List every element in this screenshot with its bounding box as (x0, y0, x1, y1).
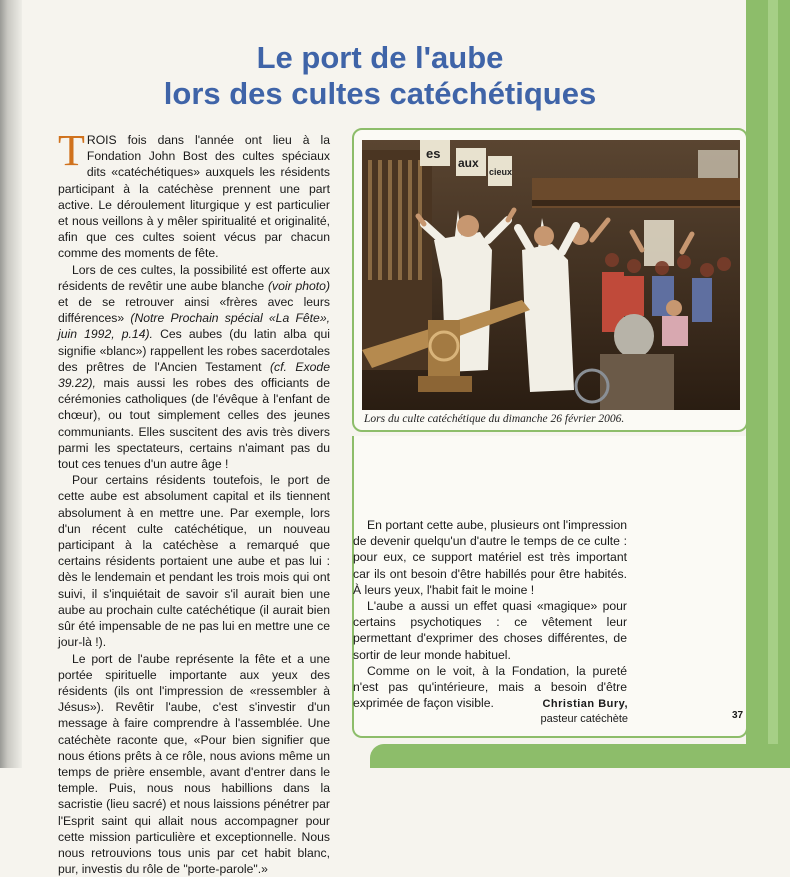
green-side-band-inner (768, 0, 778, 768)
drop-cap: T (58, 134, 85, 168)
paragraph-1: TROIS fois dans l'année ont lieu à la Fondation John Bost des cultes spéciaux dits «catéchétiques» auxquels les résidents participant à la catéchèse prennent une part active. Le déroulement liturgique y est particulier et nous veillons à y mêler spiritualité et originalité, afin que ces cultes soient vécus par chacun comme des moments de fête. (58, 132, 330, 262)
title-line-1: Le port de l'aube (257, 40, 504, 75)
banner-word-3: cieux (489, 167, 512, 177)
article-title (110, 40, 650, 112)
paragraph-5: En portant cette aube, plusieurs ont l'impression de devenir quelqu'un d'autre le temps de ce culte : pour eux, ce support matériel est très important car ils ont besoin d'être habillés pour être habités. À leurs yeux, l'habit fait le moine ! (353, 517, 627, 598)
paragraph-2: Lors de ces cultes, la possibilité est offerte aux résidents de revêtir une aube blanche (voir photo) et de se retrouver ainsi «frères avec leurs différences» (Notre Prochain spécial «La Fête», juin 1992, p.14). Ces aubes (du latin alba qui signifie «blanc») rappellent les robes sacerdotales des prêtres de l'Ancien Testament (cf. Exode 39.22), mais aussi les robes des officiants de cérémonies catholiques (de l'évêque à l'enfant de chœur), ou tout simplement celles des jeunes communiants. Elles suscitent des avis très divers parmi les spectateurs, certains n'aimant pas du tout ces tenues d'un autre âge ! (58, 262, 330, 473)
banner-word-2: aux (458, 156, 479, 170)
page-binding (0, 0, 22, 768)
author-name: Christian Bury, (542, 698, 628, 710)
paragraph-4: Le port de l'aube représente la fête et a une portée spirituelle importante aux yeux des résidents (ils ont l'impression de «ressembler à Jésus»). Revêtir l'aube, c'est s'investir d'un message à faire comprendre à l'assemblée. Une catéchète raconte que, «Pour bien signifier que nous étions prêts à ce rôle, nous avions même un temps de prière ensemble, avant d'entrer dans le temple. Puis, nous nous habillions dans la sacristie (lieu sacré) et nous laissions pénétrer par l'Esprit saint qui allait nous accompagner pour cette mission particulière et exceptionnelle. Nous nous retrouvions tous unis par cet habit blanc, pur, investis du rôle de "porte-parole".» (58, 651, 330, 877)
paragraph-6: L'aube a aussi un effet quasi «magique» pour certains psychotiques : ce vêtement leur permettant d'exprimer des choses différentes, de sortir de leur monde habituel. (353, 598, 627, 663)
page-number: 37 (732, 710, 743, 721)
paragraph-3: Pour certains résidents toutefois, le port de cette aube est absolument capital et ils tiennent absolument à en mettre une. Par exemple, lors d'un récent culte catéchétique, un nouveau participant à la catéchèse a remarqué que certains résidents portaient une aube et pas lui : dès le lendemain et pendant les trois mois qui ont suivi, il s'inquiétait de savoir s'il aurait bien une aube au prochain culte catéchétique (il aurait bien sûr été impensable de ne pas lui en mettre une ce jour-là !). (58, 472, 330, 650)
right-column (353, 517, 627, 711)
left-column (58, 132, 330, 877)
paragraph-7: Comme on le voit, à la Fondation, la pureté n'est pas qu'intérieure, mais a besoin d'être exprimée de façon visible. (353, 663, 627, 712)
bottom-green-bar (370, 744, 790, 768)
photo-caption: Lors du culte catéchétique du dimanche 26 février 2006. (364, 413, 740, 425)
author-role: pasteur catéchète (541, 713, 628, 725)
banner-word-1: es (426, 146, 440, 161)
title-line-2: lors des cultes catéchétiques (164, 76, 596, 111)
church-photo (362, 140, 740, 410)
